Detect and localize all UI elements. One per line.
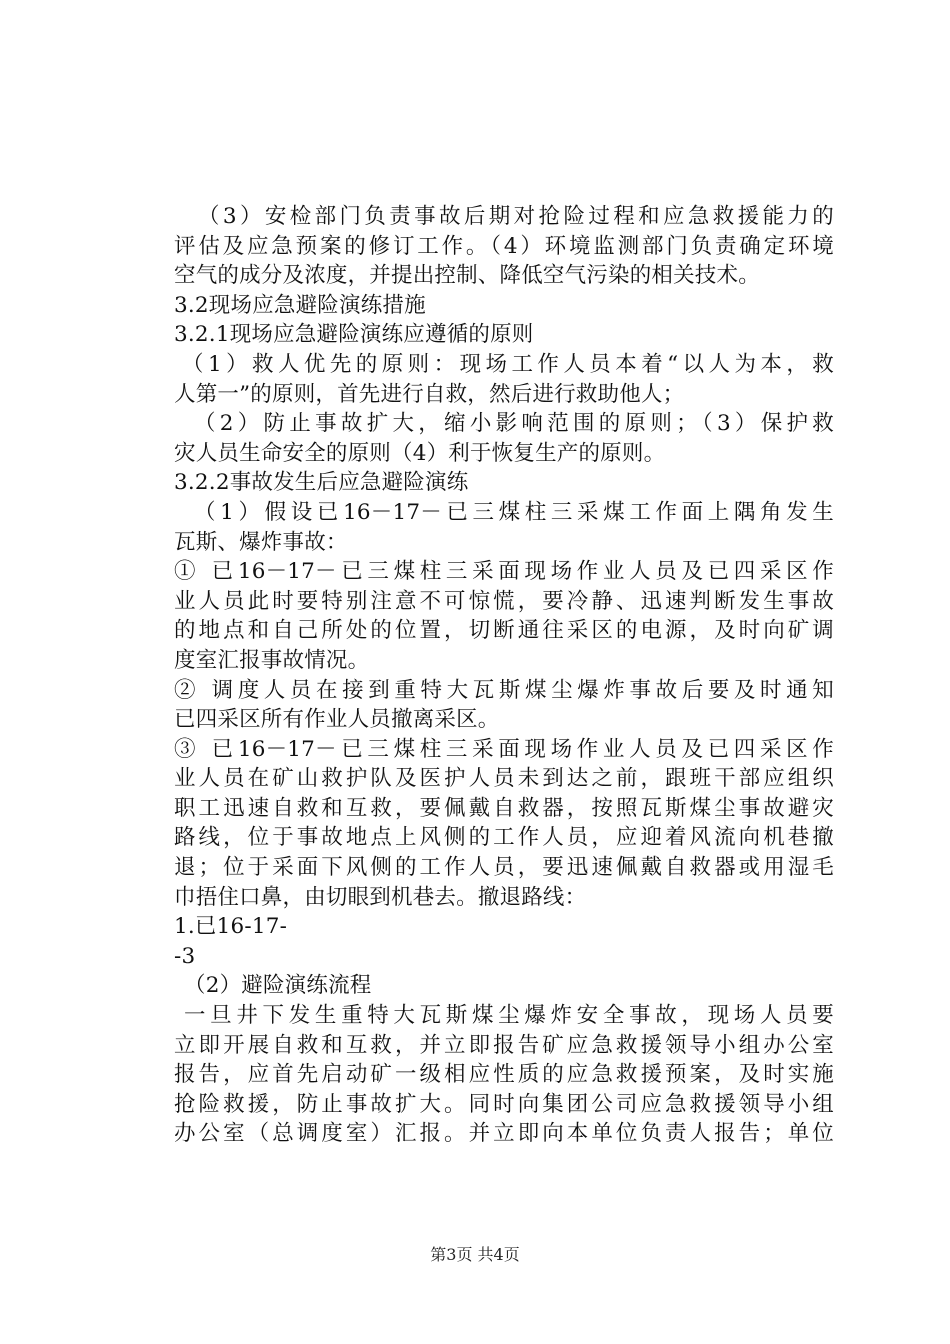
section-heading: 3.2现场应急避险演练措施 <box>174 292 426 318</box>
paragraph-line: ② 调度人员在接到重特大瓦斯煤尘爆炸事故后要及时通知 <box>174 677 834 703</box>
paragraph-line: 业人员此时要特别注意不可惊慌，要冷静、迅速判断发生事故 <box>174 588 834 614</box>
paragraph-line: 1.已16-17- <box>174 914 288 940</box>
paragraph-line: （2）防止事故扩大，缩小影响范围的原则；（3）保护救 <box>194 411 834 437</box>
paragraph-line: 一旦井下发生重特大瓦斯煤尘爆炸安全事故，现场人员要 <box>184 1003 834 1029</box>
paragraph-line: ① 已16－17－已三煤柱三采面现场作业人员及已四采区作 <box>174 559 834 585</box>
paragraph-line: ③ 已16－17－已三煤柱三采面现场作业人员及已四采区作 <box>174 736 834 762</box>
paragraph-line: 的地点和自己所处的位置，切断通往采区的电源，及时向矿调 <box>174 618 834 644</box>
paragraph-line: -3 <box>174 943 196 969</box>
paragraph-line: （3）安检部门负责事故后期对抢险过程和应急救援能力的 <box>198 204 834 229</box>
paragraph-line: 度室汇报事故情况。 <box>174 647 370 673</box>
paragraph-line: （1）救人优先的原则：现场工作人员本着“以人为本，救 <box>182 351 834 377</box>
paragraph-line: 职工迅速自救和互救，要佩戴自救器，按照瓦斯煤尘事故避灾 <box>174 795 834 821</box>
paragraph-line: 灾人员生命安全的原则（4）利于恢复生产的原则。 <box>174 440 666 466</box>
page-footer: 第3页 共4页 <box>430 1245 520 1264</box>
paragraph-line: 办公室（总调度室）汇报。并立即向本单位负责人报告；单位 <box>174 1121 834 1147</box>
paragraph-line: 路线，位于事故地点上风侧的工作人员，应迎着风流向机巷撤 <box>174 825 834 851</box>
paragraph-line: 报告，应首先启动矿一级相应性质的应急救援预案，及时实施 <box>174 1062 834 1088</box>
subsection-heading: （2）避险演练流程 <box>184 973 372 999</box>
paragraph-line: （1）假设已16－17－已三煤柱三采煤工作面上隅角发生 <box>194 499 834 525</box>
paragraph-line: 抢险救援，防止事故扩大。同时向集团公司应急救援领导小组 <box>174 1091 834 1117</box>
paragraph-line: 空气的成分及浓度，并提出控制、降低空气污染的相关技术。 <box>174 263 760 289</box>
paragraph-line: 瓦斯、爆炸事故： <box>174 529 348 555</box>
paragraph-line: 巾捂住口鼻，由切眼到机巷去。撤退路线： <box>174 884 587 910</box>
paragraph-line: 评估及应急预案的修订工作。（4）环境监测部门负责确定环境 <box>174 233 834 259</box>
subsection-heading: 3.2.2事故发生后应急避险演练 <box>174 470 469 496</box>
paragraph-line: 立即开展自救和互救，并立即报告矿应急救援领导小组办公室 <box>174 1032 834 1058</box>
subsection-heading: 3.2.1现场应急避险演练应遵循的原则 <box>174 322 534 348</box>
document-body <box>174 202 834 1149</box>
paragraph-line: 已四采区所有作业人员撤离采区。 <box>174 707 500 733</box>
paragraph-line: 人第一”的原则，首先进行自救，然后进行救助他人； <box>174 381 685 407</box>
paragraph-line: 业人员在矿山救护队及医护人员未到达之前，跟班干部应组织 <box>174 766 834 792</box>
paragraph-line: 退；位于采面下风侧的工作人员，要迅速佩戴自救器或用湿毛 <box>174 855 834 881</box>
